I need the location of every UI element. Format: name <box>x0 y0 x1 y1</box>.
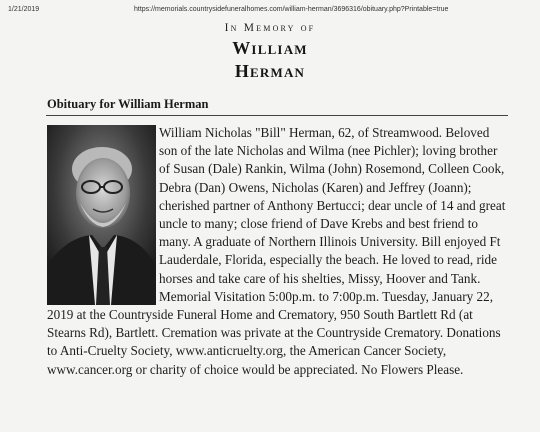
obituary-body <box>47 124 509 379</box>
print-header <box>0 6 540 18</box>
heading-divider <box>46 115 508 116</box>
print-url: https://memorials.countrysidefuneralhomes.com/william-herman/3696316/obituary.php?Printable=true <box>134 6 449 13</box>
deceased-first-name: William <box>232 38 308 58</box>
deceased-last-name: Herman <box>234 61 306 81</box>
print-date: 1/21/2019 <box>8 6 40 13</box>
in-memory-heading: In Memory of <box>224 22 316 34</box>
photo-text-wrap-spacer <box>47 124 159 306</box>
obituary-title: Obituary for William Herman <box>47 97 209 111</box>
obituary-body-text: William Nicholas "Bill" Herman, 62, of Streamwood. Beloved son of the late Nicholas and Wilma (nee Pichler); loving brother of Susan (Dale) Rankin, Wilma (John) Rosemond, Colleen Cook, Debra (Dan) Owens, Nicholas (Karen) and Jeffrey (Joann); cherished partner of Anthony Bertucci; dear uncle of 14 and great uncle to many; close friend of Dave Krebs and best friend to many. A graduate of Northern Illinois University. Bill enjoyed Ft Lauderdale, Florida, especially the beach. He loved to read, ride horses and take care of his shelties, Missy, Hoover and Tank. Memorial Visitation 5:00p.m. to 7:00p.m. Tuesday, January 22, 2019 at the Countryside Funeral Home and Crematory, 950 South Bartlett Rd (at Stearns Rd), Bartlett. Cremation was private at the Countryside Crematory. Donations to Anti-Cruelty Society, www.anticruelty.org, the American Cancer Society, www.cancer.org or charity of choice would be appreciated. No Flowers Please. <box>47 125 506 377</box>
